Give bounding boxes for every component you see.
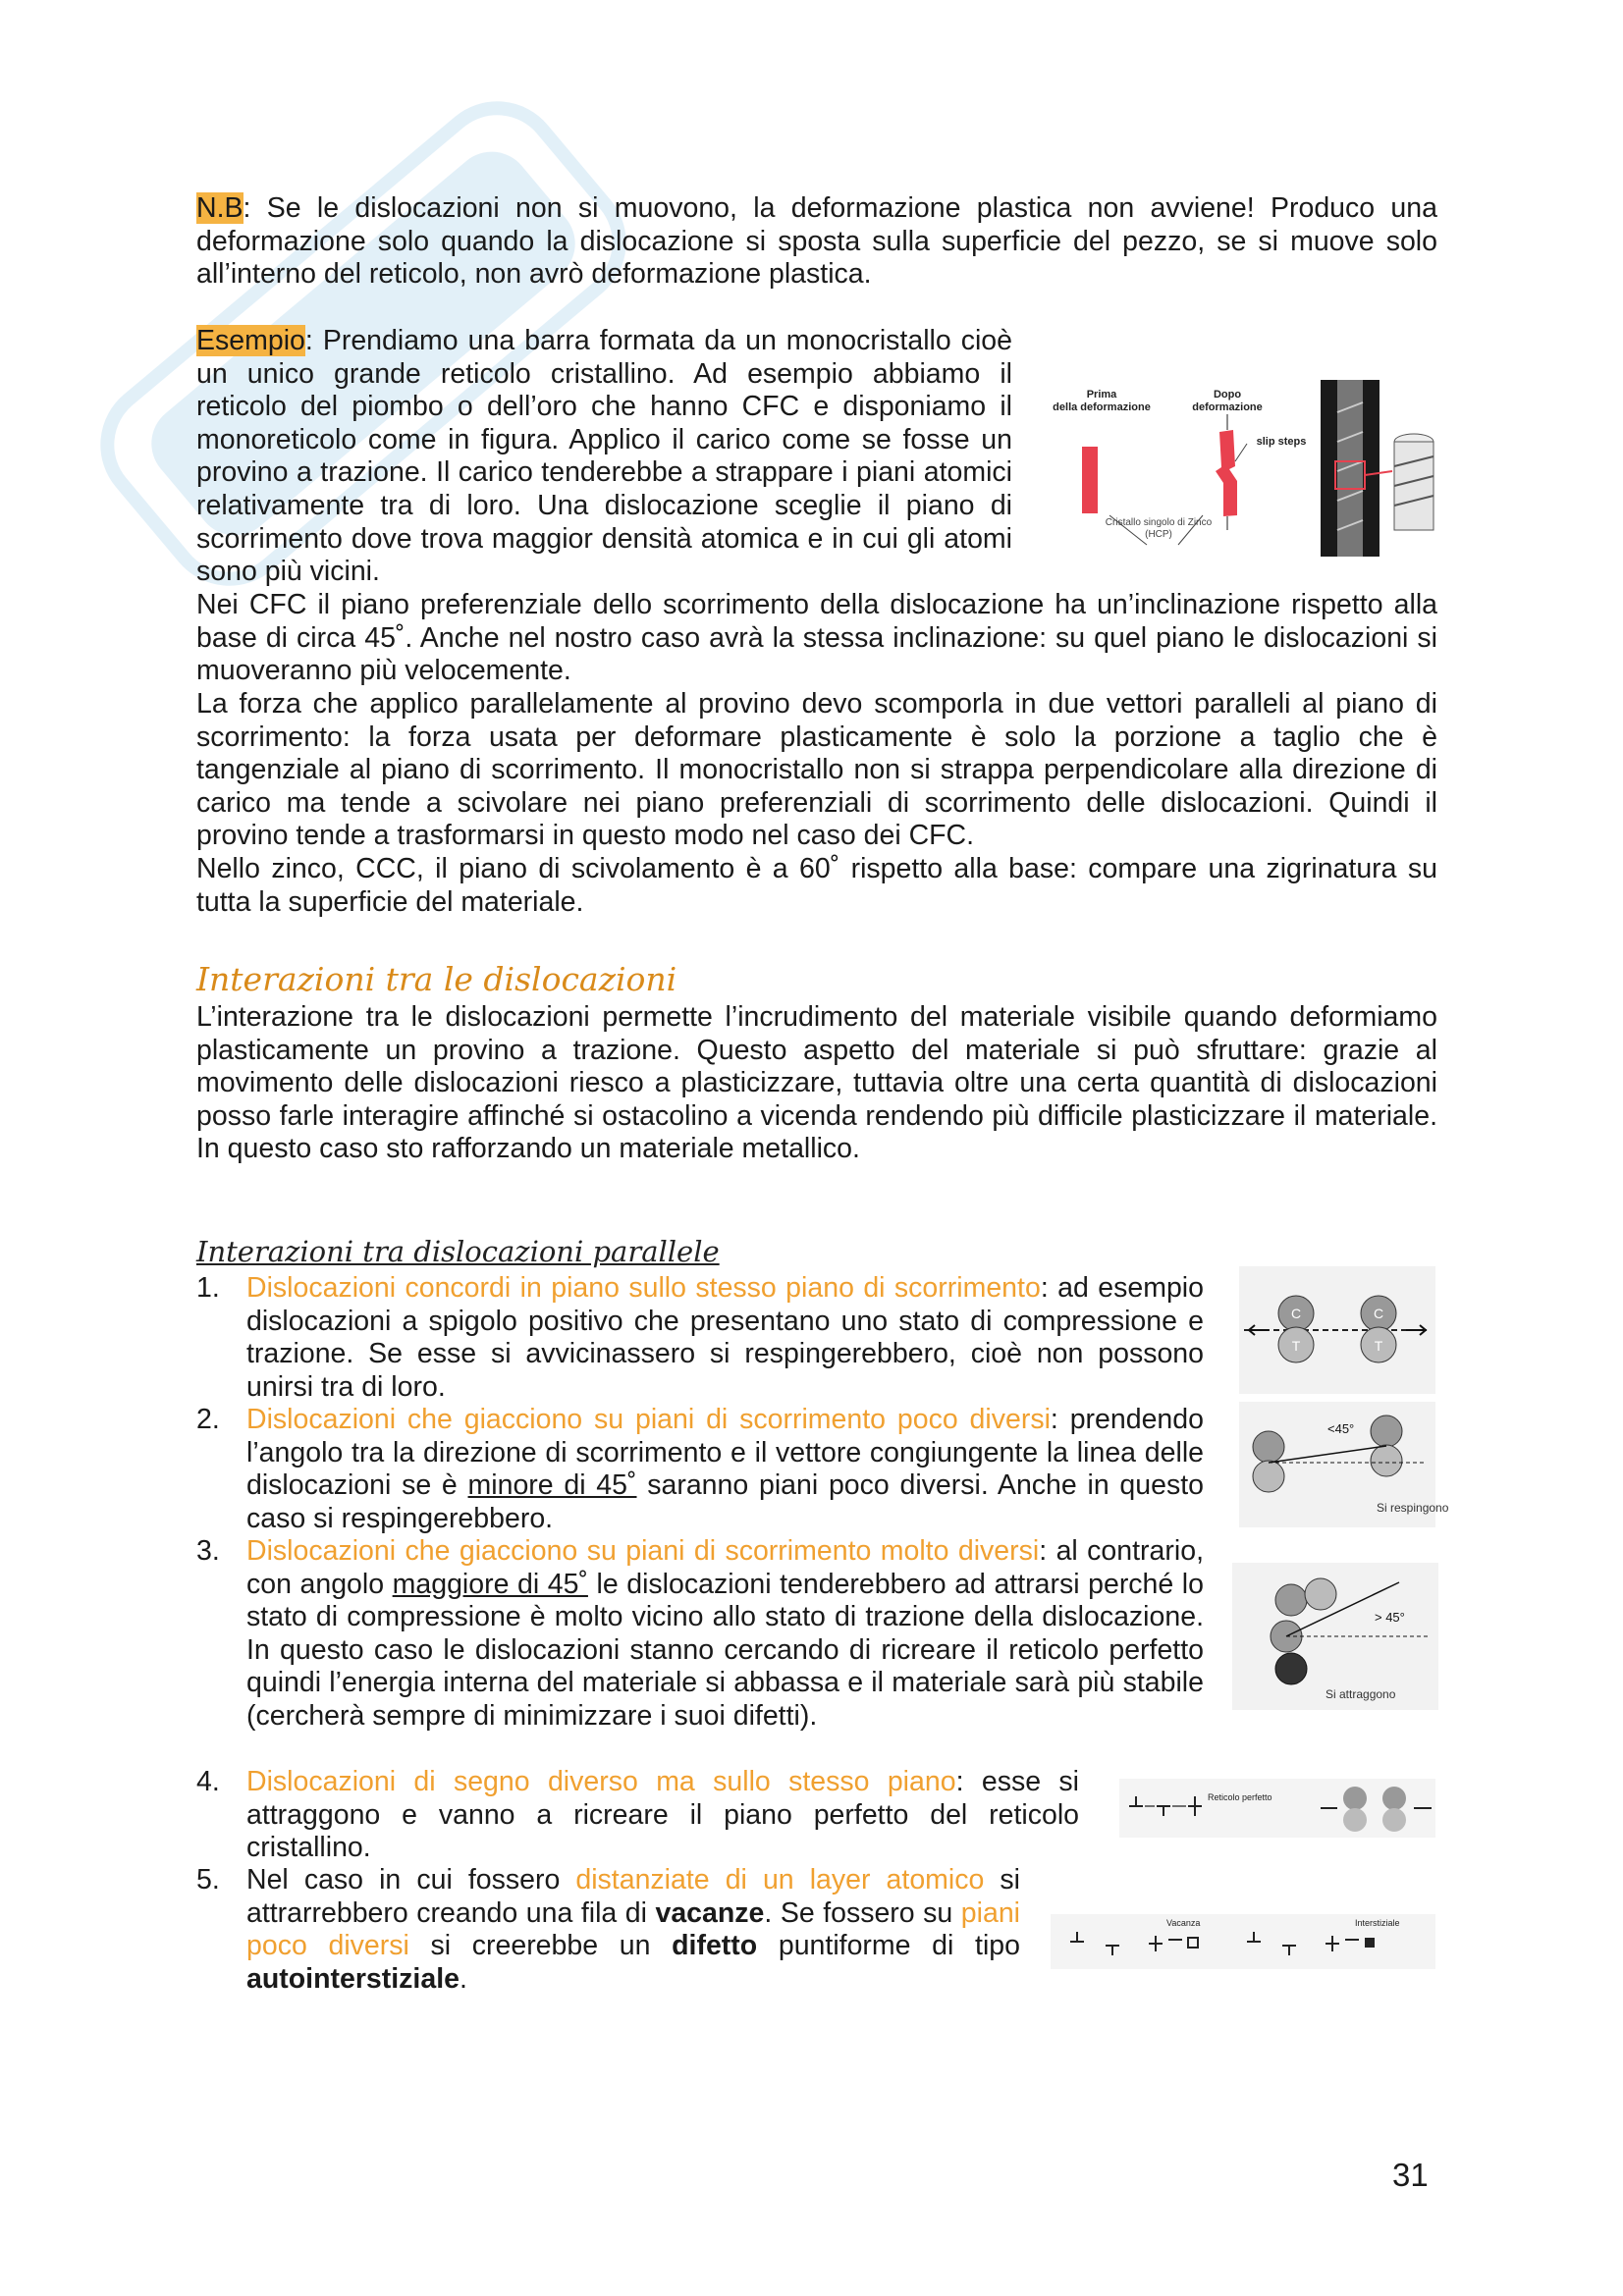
before-label-1: Prima [1086,389,1117,400]
svg-text:C: C [1373,1306,1384,1321]
item-number: 3. [196,1535,220,1567]
esempio-label: Esempio [196,325,305,356]
item-number: 5. [196,1864,220,1896]
caption-1: Cristallo singolo di Zinco [1105,517,1213,528]
svg-text:Reticolo perfetto: Reticolo perfetto [1208,1792,1272,1802]
item-number: 2. [196,1404,220,1435]
item-highlight: Dislocazioni che giacciono su piani di scorrimento poco diversi [246,1404,1051,1435]
caption-2: (HCP) [1145,529,1172,540]
svg-text:Vacanza: Vacanza [1166,1918,1201,1928]
before-label-2: della deformazione [1053,401,1151,413]
crystal-before-shape [1082,447,1098,513]
single-crystal-figure [1041,373,1453,560]
zinc-paragraph: Nello zinco, CCC, il piano di scivolamento è a 60˚ rispetto alla base: compare una zigrinatura su tutta la superficie del materiale. [196,853,1437,918]
svg-text:T: T [1374,1338,1383,1354]
force-paragraph: La forza che applico parallelamente al provino devo scomporla in due vettori paralleli al piano di scorrimento: la forza usata per deformare plasticamente è solo la porzione a taglio che è tangenziale al piano di scorrimento. Il monocristallo non si strappa perpendicolare alla direzione di carico ma tende a scivolare nei piano preferenziali di scorrimento delle dislocazioni. Quindi il provino tende a trasformarsi in questo modo nel caso dei CFC. [196,688,1437,852]
svg-text:Si respingono: Si respingono [1377,1501,1449,1515]
svg-text:T: T [1291,1338,1301,1354]
repel-small-angle-figure [1239,1402,1449,1527]
nb-label: N.B [196,192,243,224]
svg-text:> 45°: > 45° [1375,1610,1405,1625]
page-number: 31 [1392,2157,1429,2193]
slip-steps-label: slip steps [1256,436,1307,448]
after-label-1: Dopo [1213,389,1242,400]
svg-text:C: C [1290,1306,1302,1321]
svg-text:<45°: <45° [1327,1421,1355,1436]
section-heading: Interazioni tra le dislocazioni [196,960,677,998]
esempio-text: : Prendiamo una barra formata da un monocristallo cioè un unico grande reticolo cristallino. Ad esempio abbiamo il reticolo del piombo o dell’oro che hanno CFC e disponiamo il monoreticolo come in figura. Applico il carico come se fosse un provino a trazione. Il carico tenderebbe a strappare i piani atomici relativamente tra di loro. Una dislocazione sceglie il piano di scorrimento dove trova maggior densità atomica e in cui gli atomi sono più vicini. [196,325,1012,588]
section-paragraph: L’interazione tra le dislocazioni permette l’incrudimento del materiale visibile quando deformiamo plasticamente un provino a trazione. Questo aspetto del materiale si può sfruttare: grazie al movimento delle dislocazioni riesco a plasticizzare, tuttavia oltre una certa quantità di dislocazioni posso farle interagire affinché si ostacolino a vicenda rendendo più difficile plasticizzare il materiale. In questo caso sto rafforzando un materiale metallico. [196,1001,1437,1165]
svg-text:Si attraggono: Si attraggono [1325,1687,1396,1701]
nb-paragraph [196,192,1437,292]
item-number: 1. [196,1272,220,1304]
after-label-2: deformazione [1192,401,1263,413]
repel-same-plane-figure [1239,1266,1435,1394]
crystal-after-shape [1216,430,1237,516]
attract-large-angle-figure [1232,1563,1438,1710]
item-highlight: Dislocazioni concordi in piano sullo stesso piano di scorrimento [246,1272,1041,1304]
item-number: 4. [196,1766,220,1797]
item-highlight: Dislocazioni che giacciono su piani di scorrimento molto diversi [246,1535,1040,1567]
opposite-sign-figure [1119,1779,1435,1838]
nb-text: : Se le dislocazioni non si muovono, la deformazione plastica non avviene! Produco una deformazione solo quando la dislocazione si sposta sulla superficie del pezzo, se si muove solo all’interno del reticolo, non avrò deformazione plastica. [196,192,1437,291]
item-highlight: Dislocazioni di segno diverso ma sullo stesso piano [246,1766,956,1797]
svg-text:Interstiziale: Interstiziale [1355,1918,1400,1928]
page: N.B: Se le dislocazioni non si muovono, la deformazione plastica non avviene! Produco una deformazione solo quando la dislocazione si sposta sulla superficie del pezzo, se si muove solo all’interno del reticolo, non avrò deformazione plastica. Esempio: Prendiamo una barra formata da un monocristallo cioè un unico grande reticolo cristallino. Ad esempio abbiamo il reticolo del piombo o dell’oro che hanno CFC e disponiamo il monoreticolo come in figura. Applico il carico come se fosse un provino a trazione. Il carico tenderebbe a strappare i piani atomici relativamente tra di loro. Una dislocazione sceglie il piano di scorrimento dove trova maggior densità atomica e in cui gli atomi sono più vicini. Nei CFC il piano preferenziale dello scorrimento della dislocazione ha un’inclinazione rispetto alla base di circa 45˚. Anche nel nostro caso avrà la stessa inclinazione: su quel piano le dislocazioni si muoveranno più velocemente. La forza che applico parallelamente al provino devo scomporla in due vettori paralleli al piano di scorrimento: la forza usata per deformare plasticamente è solo la porzione a taglio che è tangenziale al piano di scorrimento. Il monocristallo non si strappa perpendicolare alla direzione di carico ma tende a scivolare nei piano preferenziali di scorrimento delle dislocazioni. Quindi il provino tende a trasformarsi in questo modo nel caso dei CFC. Nello zinco, CCC, il piano di scivolamento è a 60˚ rispetto alla base: compare una zigrinatura su tutta la superficie del materiale. Prima della deformazione Dopo deformazione slip steps Cristallo singolo di Zinco (HCP) Interazioni tra le dislocazioni L’interazione tra le dislocazioni permette l’incrudimento del materiale visibile quando deformiamo plasticamente un provino a trazione. Questo aspetto del materiale si può sfruttare: grazie al movimento delle dislocazioni riesco a plasticizzare, tuttavia oltre una certa quantità di dislocazioni posso farle interagire affinché si ostacolino a vicenda rendendo più difficile plasticizzare il materiale. In questo caso sto rafforzando un materiale metallico. Interazioni tra dislocazioni parallele 1. Dislocazioni concordi in piano sullo stesso piano di scorrimento: ad esempio dislocazioni a spigolo positivo che presentano uno stato di compressione e trazione. Se esse si avvicinassero si respingerebbero, cioè non possono unirsi tra di loro. 2. Dislocazioni che giacciono su piani di scorrimento poco diversi: prendendo l’angolo tra la direzione di scorrimento e il vettore congiungente la linea delle dislocazioni se è minore di 45˚ saranno piani poco diversi. Anche in questo caso si respingerebbero. 3. Dislocazioni che giacciono su piani di scorrimento molto diversi: al contrario, con angolo maggiore di 45˚ le dislocazioni tenderebbero ad attrarsi perché lo stato di compressione è molto vicino allo stato di trazione della dislocazione. In questo caso le dislocazioni stanno cercando di ricreare il reticolo perfetto quindi l’energia interna del materiale si abbassa e il materiale sarà più stabile (cercherà sempre di minimizzare i suoi difetti). 4. Dislocazioni di segno diverso ma sullo stesso piano: esse si attraggono e vanno a ricreare il piano perfetto del reticolo cristallino. 5. Nel caso in cui fossero distanziate di un layer atomico si attrarrebbero creando una fila di vacanze. Se fossero su piani poco diversi si creerebbe un difetto puntiforme di tipo autointerstiziale. C T C T <45° Si respingono > 45° Si attraggono Reticolo perfetto Vacanza Interstiziale 31 [0,0,1623,2296]
subsection-heading: Interazioni tra dislocazioni parallele [196,1235,720,1268]
cfc-paragraph: Nei CFC il piano preferenziale dello scorrimento della dislocazione ha un’inclinazione rispetto alla base di circa 45˚. Anche nel nostro caso avrà la stessa inclinazione: su quel piano le dislocazioni si muoveranno più velocemente. [196,589,1437,687]
esempio-paragraph [196,325,1012,589]
vacancy-interstitial-figure [1051,1914,1435,1969]
